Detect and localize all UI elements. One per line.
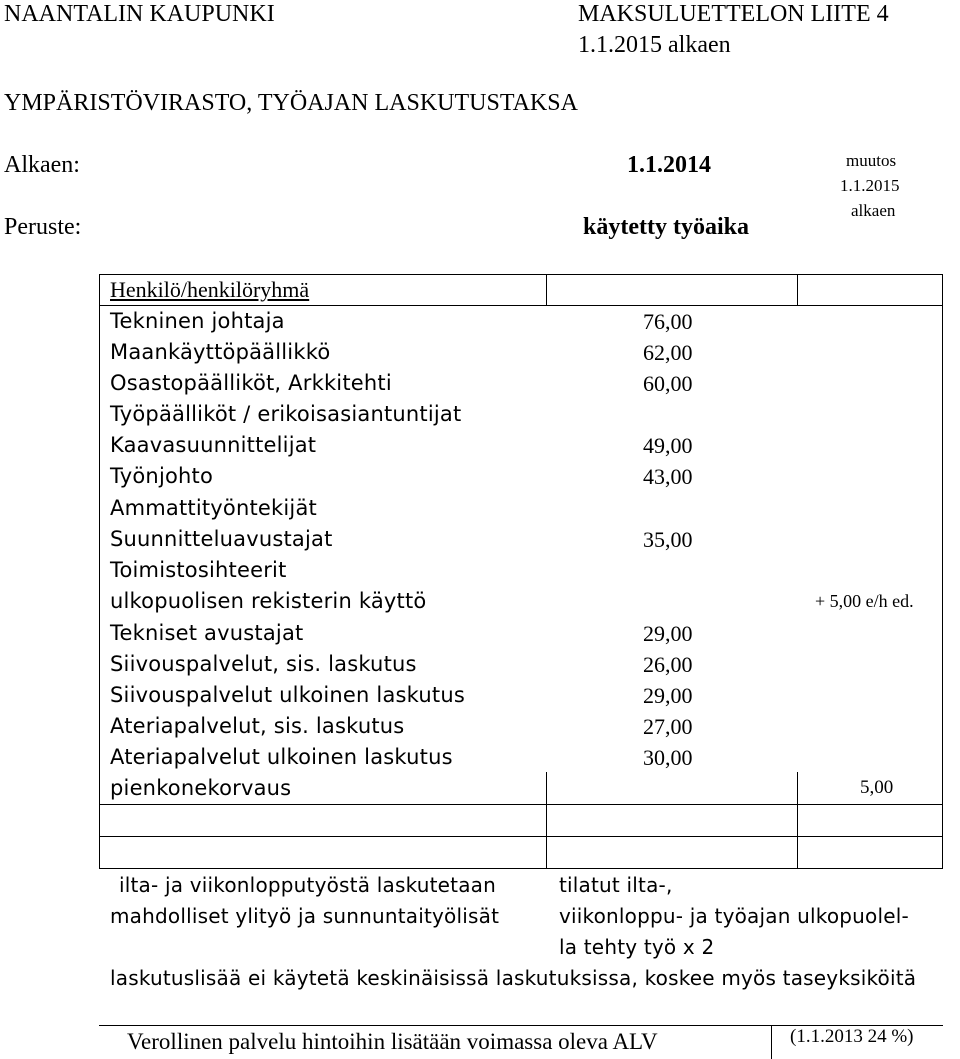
table-header-label: Henkilö/henkilöryhmä bbox=[110, 277, 310, 302]
note-full-line: laskutuslisää ei käytetä keskinäisissä laskutuksissa, koskee myös taseyksiköitä bbox=[110, 966, 917, 990]
table-row-label: Maankäyttöpäällikkö bbox=[110, 340, 331, 364]
table-row-change: + 5,00 e/h ed. bbox=[815, 591, 914, 611]
table-row-label: Suunnitteluavustajat bbox=[110, 527, 333, 551]
note-left-line1: ilta- ja viikonlopputyöstä laskutetaan bbox=[119, 873, 496, 897]
muutos-line1: muutos bbox=[846, 151, 897, 170]
note-right-line1: tilatut ilta-, bbox=[559, 873, 673, 897]
table-row-label: pienkonekorvaus bbox=[110, 776, 292, 800]
alkaen-label: Alkaen: bbox=[4, 152, 80, 178]
table-row-value: 29,00 bbox=[643, 621, 693, 646]
table-row-label: Tekninen johtaja bbox=[110, 309, 285, 333]
note-right-line3: la tehty työ x 2 bbox=[559, 935, 715, 959]
table-row-value: 35,00 bbox=[643, 527, 693, 552]
table-row-value: 30,00 bbox=[643, 745, 693, 770]
table-row-label: Työpäälliköt / erikoisasiantuntijat bbox=[110, 402, 462, 426]
city-name: NAANTALIN KAUPUNKI bbox=[4, 1, 275, 27]
appendix-date: 1.1.2015 alkaen bbox=[578, 32, 731, 58]
department-title: YMPÄRISTÖVIRASTO, TYÖAJAN LASKUTUSTAKSA bbox=[4, 90, 578, 116]
table-row-label: ulkopuolisen rekisterin käyttö bbox=[110, 589, 427, 613]
table-row-label: Toimistosihteerit bbox=[110, 558, 287, 582]
vat-rate: (1.1.2013 24 %) bbox=[790, 1026, 914, 1047]
table-row-value: 26,00 bbox=[643, 652, 693, 677]
muutos-line2: 1.1.2015 bbox=[840, 176, 900, 195]
table-row-label: Ammattityöntekijät bbox=[110, 496, 317, 520]
table-row-label: Osastopäälliköt, Arkkitehti bbox=[110, 371, 392, 395]
table-row-label: Tekniset avustajat bbox=[110, 621, 304, 645]
note-right-line2: viikonloppu- ja työajan ulkopuolel- bbox=[559, 904, 909, 928]
note-left-line2: mahdolliset ylityö ja sunnuntaityölisät bbox=[110, 904, 500, 928]
muutos-line3: alkaen bbox=[851, 201, 896, 220]
peruste-label: Peruste: bbox=[4, 214, 82, 240]
table-row-label: Kaavasuunnittelijat bbox=[110, 433, 317, 457]
vat-text: Verollinen palvelu hintoihin lisätään voimassa oleva ALV bbox=[127, 1029, 658, 1054]
table-row-label: Siivouspalvelut, sis. laskutus bbox=[110, 652, 417, 676]
table-row-value: 49,00 bbox=[643, 433, 693, 458]
table-row-change: 5,00 bbox=[860, 777, 894, 798]
table-row-value: 27,00 bbox=[643, 714, 693, 739]
table-row-label: Ateriapalvelut, sis. laskutus bbox=[110, 714, 405, 738]
table-row-value: 60,00 bbox=[643, 371, 693, 396]
alkaen-value: 1.1.2014 bbox=[627, 152, 711, 178]
table-row-value: 29,00 bbox=[643, 683, 693, 708]
table-row-label: Siivouspalvelut ulkoinen laskutus bbox=[110, 683, 465, 707]
appendix-title: MAKSULUETTELON LIITE 4 bbox=[578, 1, 889, 27]
table-row-label: Ateriapalvelut ulkoinen laskutus bbox=[110, 745, 453, 769]
table-row-label: Työnjohto bbox=[110, 464, 214, 488]
peruste-value: käytetty työaika bbox=[583, 214, 749, 240]
table-row-value: 43,00 bbox=[643, 464, 693, 489]
table-row-value: 76,00 bbox=[643, 309, 693, 334]
table-row-value: 62,00 bbox=[643, 340, 693, 365]
